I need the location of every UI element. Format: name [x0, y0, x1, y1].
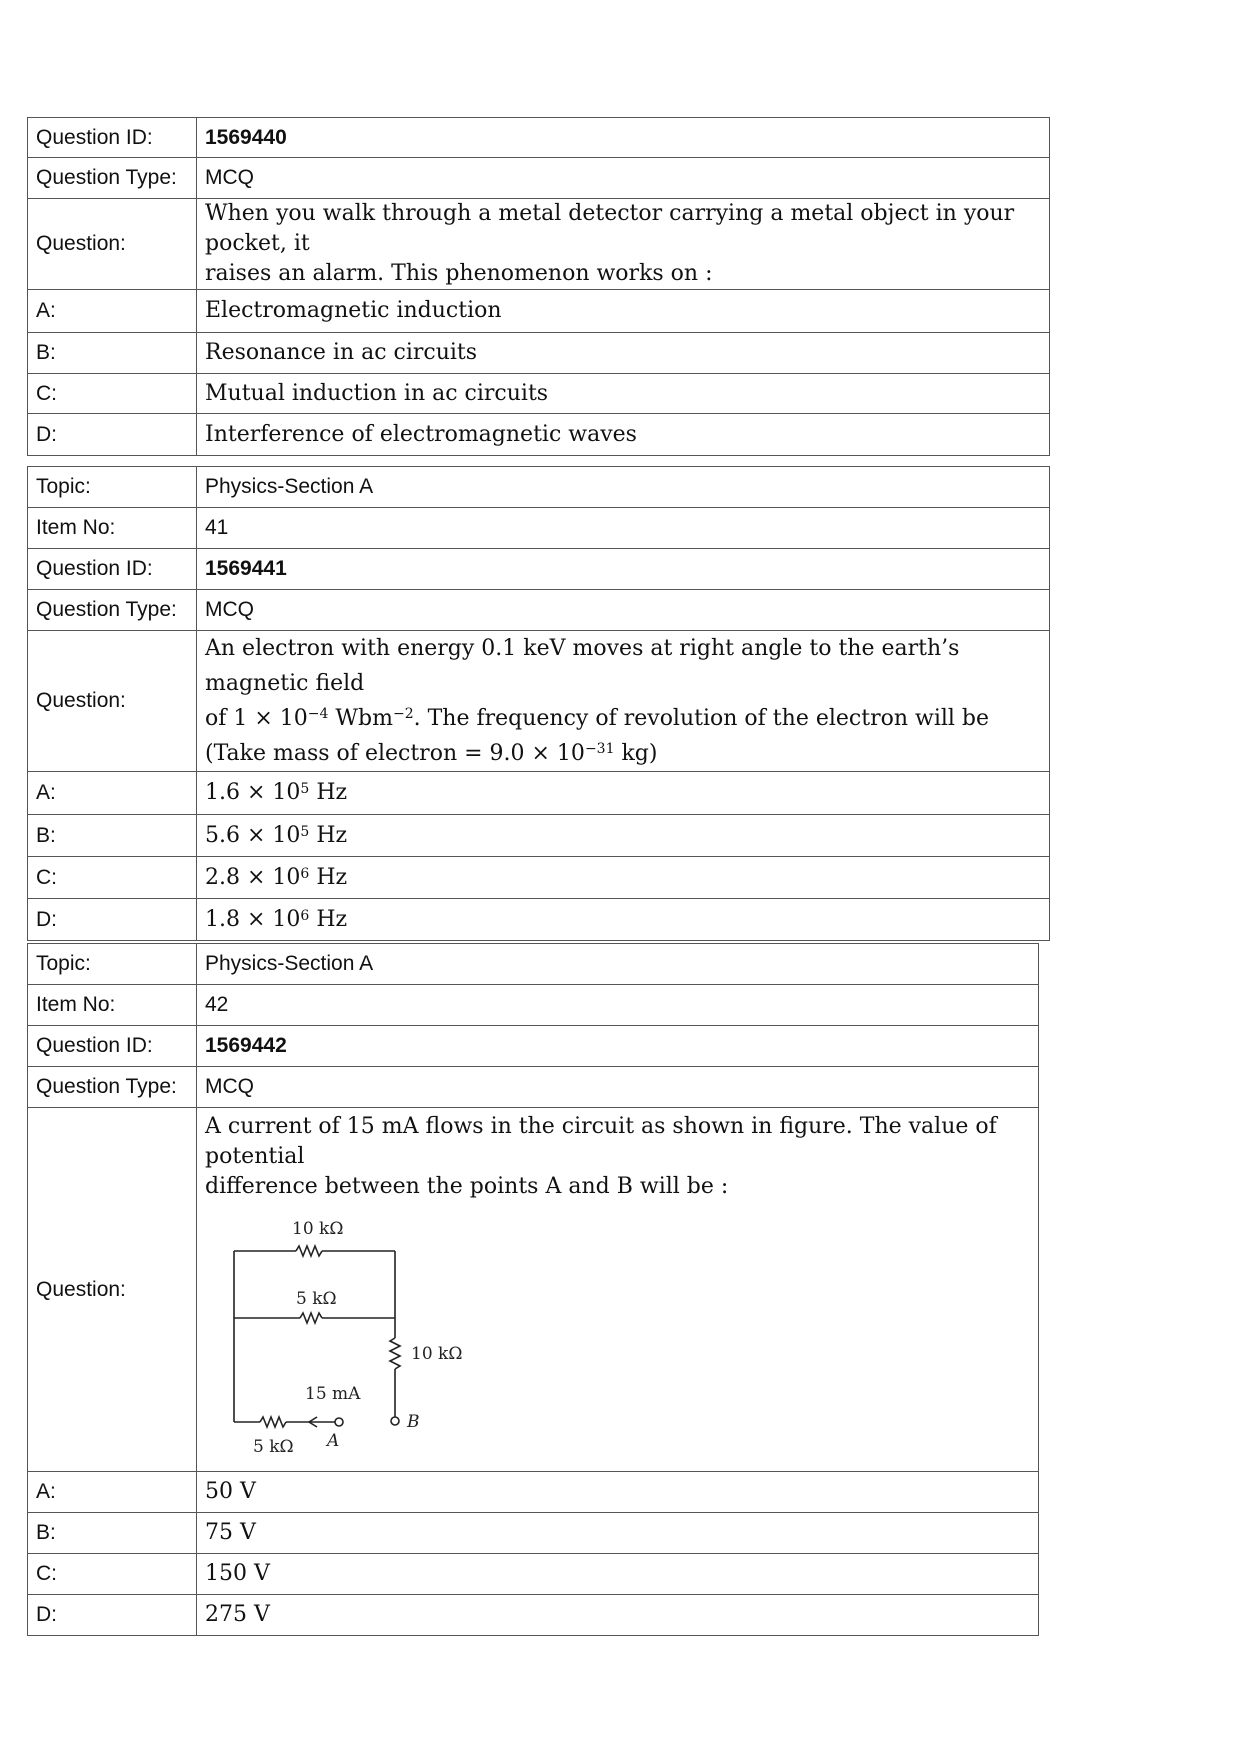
item-no-value: 42 [197, 985, 1039, 1026]
resistor-top [296, 1246, 322, 1256]
question-id-value: 1569440 [197, 118, 1050, 158]
option-a-text: Electromagnetic induction [197, 290, 1050, 333]
question-text-line: A current of 15 mA flows in the circuit as shown in figure. The value of potential [205, 1114, 997, 1169]
option-b-text: Resonance in ac circuits [197, 333, 1050, 374]
item-no-label: Item No: [28, 508, 197, 549]
question-text-line: raises an alarm. This phenomenon works on : [205, 261, 713, 286]
question-type-value: MCQ [197, 590, 1050, 631]
option-c-text: 150 V [197, 1554, 1039, 1595]
label-r-right: 10 kΩ [411, 1344, 463, 1364]
resistor-bottom [260, 1417, 286, 1427]
label-r-bottom: 5 kΩ [253, 1437, 294, 1457]
question-text [197, 1108, 1039, 1472]
label-r-top: 10 kΩ [292, 1219, 344, 1239]
question-id-label: Question ID: [28, 118, 197, 158]
question-type-label: Question Type: [28, 158, 197, 199]
label-current: 15 mA [305, 1384, 361, 1404]
option-d-label: D: [28, 414, 197, 456]
question-label: Question: [28, 631, 197, 772]
option-b-label: B: [28, 1513, 197, 1554]
topic-value: Physics-Section A [197, 467, 1050, 508]
question-label: Question: [28, 199, 197, 290]
option-c-text: Mutual induction in ac circuits [197, 374, 1050, 414]
question-type-label: Question Type: [28, 1067, 197, 1108]
option-c-label: C: [28, 374, 197, 414]
question-text-line: An electron with energy 0.1 keV moves at right angle to the earth’s magnetic field [205, 636, 960, 696]
label-point-a: A [327, 1431, 340, 1451]
option-a-text: $1.6 \times 10^5$ Hz [197, 772, 1050, 815]
question-type-value: MCQ [197, 1067, 1039, 1108]
question-id-label: Question ID: [28, 549, 197, 590]
topic-label: Topic: [28, 944, 197, 985]
topic-label: Topic: [28, 467, 197, 508]
question-text-line: of $1 \times 10^{-4}$ Wbm$^{-2}$. The frequency of revolution of the electron will be [205, 706, 990, 731]
question-label: Question: [28, 1108, 197, 1472]
option-d-text: Interference of electromagnetic waves [197, 414, 1050, 456]
option-d-text: $1.8 \times 10^6$ Hz [197, 899, 1050, 941]
option-b-label: B: [28, 333, 197, 374]
terminal-b [391, 1417, 399, 1425]
option-c-label: C: [28, 1554, 197, 1595]
label-r-mid: 5 kΩ [296, 1289, 337, 1309]
option-b-label: B: [28, 815, 197, 857]
question-text-line: (Take mass of electron = $9.0 \times 10^{-31}$ kg) [205, 741, 658, 766]
question-text-line: difference between the points A and B will be : [205, 1174, 729, 1199]
terminal-a [335, 1418, 343, 1426]
question-id-label: Question ID: [28, 1026, 197, 1067]
question-block-1569441 [27, 466, 1050, 941]
option-b-text: 75 V [197, 1513, 1039, 1554]
question-text-line: When you walk through a metal detector carrying a metal object in your pocket, it [205, 201, 1015, 256]
label-point-b: B [407, 1412, 420, 1432]
question-block-1569442 [27, 943, 1039, 1636]
option-d-text: 275 V [197, 1595, 1039, 1636]
option-a-label: A: [28, 772, 197, 815]
question-id-value: 1569442 [197, 1026, 1039, 1067]
option-a-label: A: [28, 290, 197, 333]
topic-value: Physics-Section A [197, 944, 1039, 985]
resistor-right [390, 1338, 400, 1369]
question-text [197, 631, 1050, 772]
option-a-label: A: [28, 1472, 197, 1513]
question-type-label: Question Type: [28, 590, 197, 631]
option-c-text: $2.8 \times 10^6$ Hz [197, 857, 1050, 899]
resistor-mid [300, 1313, 322, 1323]
question-block-1569440 [27, 117, 1050, 456]
item-no-value: 41 [197, 508, 1050, 549]
option-d-label: D: [28, 899, 197, 941]
option-d-label: D: [28, 1595, 197, 1636]
option-c-label: C: [28, 857, 197, 899]
circuit-diagram [205, 1206, 505, 1471]
question-type-value: MCQ [197, 158, 1050, 199]
question-text [197, 199, 1050, 290]
item-no-label: Item No: [28, 985, 197, 1026]
option-a-text: 50 V [197, 1472, 1039, 1513]
option-b-text: $5.6 \times 10^5$ Hz [197, 815, 1050, 857]
question-id-value: 1569441 [197, 549, 1050, 590]
